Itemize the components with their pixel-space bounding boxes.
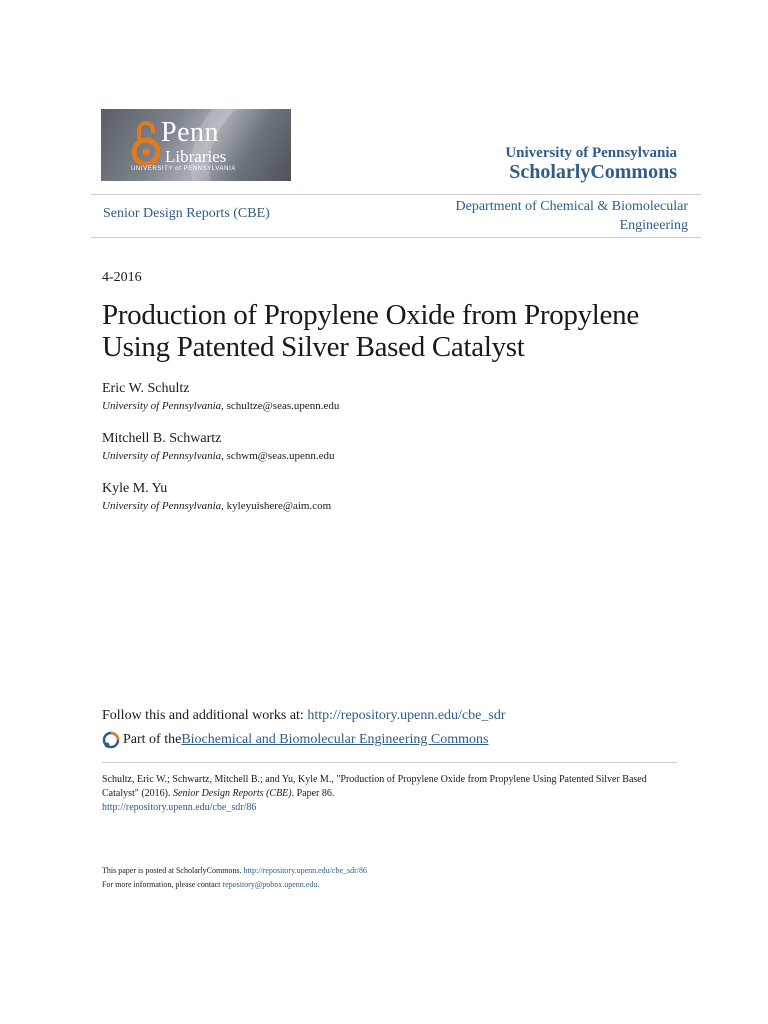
partof-text: Part of the [123,732,182,747]
author-affiliation [102,400,339,412]
author-affiliation [102,450,335,462]
citation-line-1: Schultz, Eric W.; Schwartz, Mitchell B.; and Yu, Kyle M., "Production of Propylene Oxide from Propylene Using Patented Silver Based [102,774,647,785]
contact-end: . [317,880,320,889]
posted-link[interactable]: http://repository.upenn.edu/cbe_sdr/86 [243,866,368,875]
author-email: , kyleyuishere@aim.com [221,500,332,512]
citation-prefix: Catalyst" (2016). [102,788,174,799]
publication-date: 4-2016 [102,270,142,285]
part-of-line [102,731,488,749]
footer-divider [102,762,677,763]
department-line-2: Engineering [619,218,688,233]
commons-network-icon [102,731,120,749]
contact-email-link[interactable]: repository@pobox.upenn.edu [222,880,318,889]
title-line-2: Using Patented Silver Based Catalyst [102,331,525,363]
follow-link[interactable]: http://repository.upenn.edu/cbe_sdr [307,708,506,723]
affiliation-name: University of Pennsylvania [102,400,222,412]
author-email: , schultze@seas.upenn.edu [221,400,340,412]
affiliation-name: University of Pennsylvania [102,450,222,462]
affiliation-name: University of Pennsylvania [102,500,222,512]
author-name: Kyle M. Yu [102,481,168,496]
scholarly-commons-link[interactable]: ScholarlyCommons [509,161,677,183]
follow-text: Follow this and additional works at: [102,708,308,723]
open-access-lock-icon [131,119,161,167]
follow-line [102,708,506,724]
citation-series: Senior Design Reports (CBE) [173,788,292,799]
posted-line [102,864,367,878]
posted-notice [102,864,367,892]
contact-line [102,878,367,892]
citation-suffix: . Paper 86. [291,788,335,799]
logo-libraries-text: Libraries [165,147,227,166]
title-line-1: Production of Propylene Oxide from Propylene [102,299,639,331]
citation-line-2 [102,787,682,801]
contact-text: For more information, please contact [102,880,223,889]
penn-libraries-logo[interactable] [101,109,291,181]
university-name-link[interactable]: University of Pennsylvania [505,145,677,161]
author-affiliation [102,500,331,512]
department-line-1: Department of Chemical & Biomolecular [455,199,688,214]
logo-university-text: UNIVERSITY of PENNSYLVANIA [131,166,236,172]
citation-link[interactable]: http://repository.upenn.edu/cbe_sdr/86 [102,802,257,813]
commons-link[interactable]: Biochemical and Biomolecular Engineering Commons [181,732,489,747]
citation-block [102,773,682,815]
author-email: , schwm@seas.upenn.edu [221,450,335,462]
header-divider-bottom [91,237,701,238]
series-link[interactable]: Senior Design Reports (CBE) [103,206,270,221]
author-name: Eric W. Schultz [102,381,190,396]
header-divider-top [91,194,701,195]
posted-text: This paper is posted at ScholarlyCommons. [102,866,244,875]
department-link[interactable] [428,197,688,235]
paper-title [102,299,662,363]
logo-penn-text: Penn [161,117,219,148]
author-name: Mitchell B. Schwartz [102,431,222,446]
